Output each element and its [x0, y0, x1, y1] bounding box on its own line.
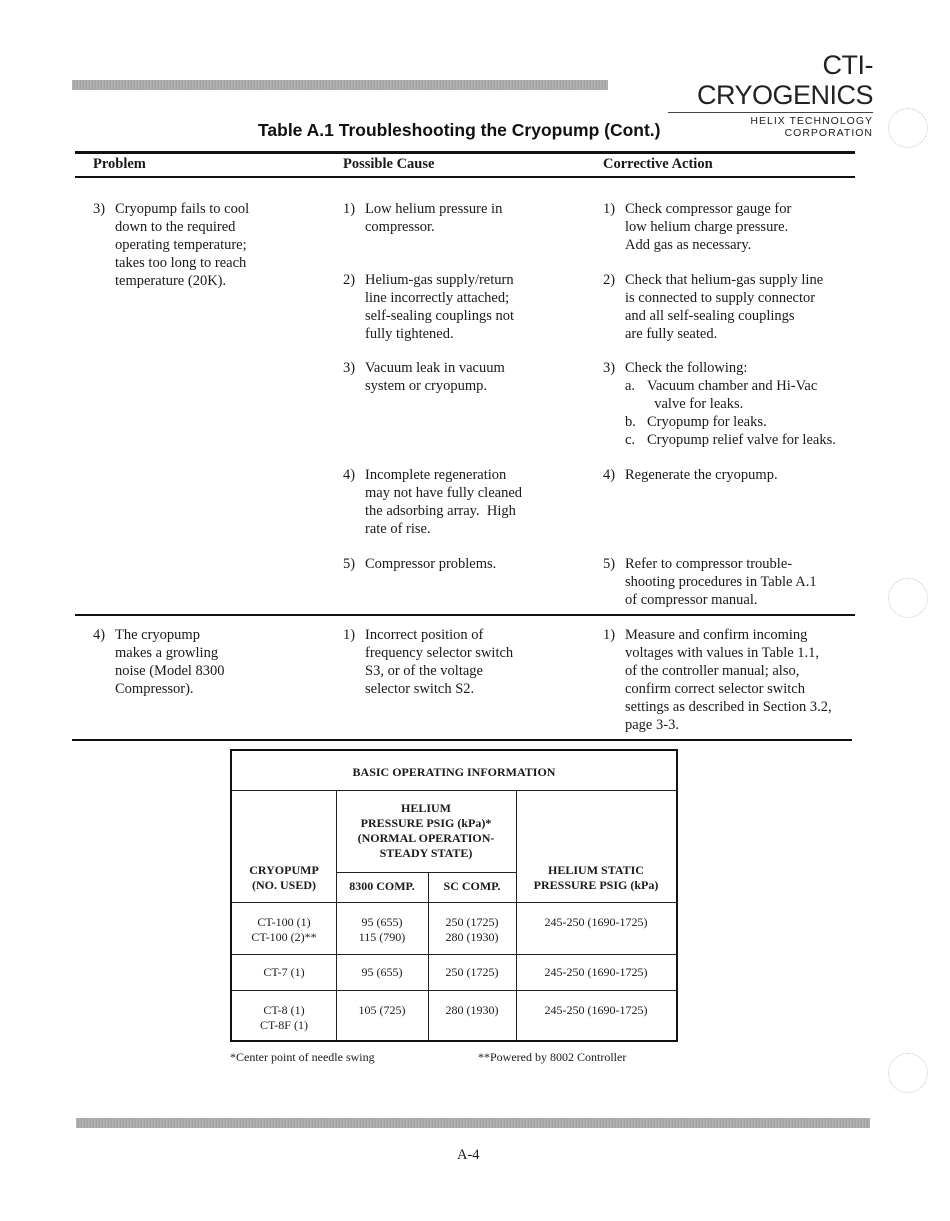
sub-text: Cryopump for leaks. [647, 414, 767, 430]
sub-letter: a. [625, 378, 636, 394]
footnote-center-point: *Center point of needle swing [230, 1050, 375, 1064]
operating-info-table [230, 749, 678, 1042]
op-cell-sc: 250 (1725) 280 (1930) [445, 915, 499, 944]
sub-text: Vacuum chamber and Hi-Vac valve for leaks. [647, 378, 818, 412]
table-bottom-rule [72, 739, 852, 741]
scan-artifact [888, 1053, 928, 1093]
op-line [232, 790, 676, 791]
scan-artifact [888, 578, 928, 618]
problem-text: Cryopump fails to cool down to the required operating temperature; takes too long to reach temperature (20K). [115, 201, 250, 289]
op-line [232, 954, 676, 955]
company-logo [668, 50, 873, 139]
page-number: A-4 [457, 1147, 480, 1163]
table-header-rule [75, 176, 855, 178]
op-head-cryopump: CRYOPUMP (NO. USED) [249, 863, 319, 892]
op-cell-cryopump: CT-8 (1) CT-8F (1) [260, 1003, 308, 1032]
footer-rule-bar [76, 1118, 870, 1128]
action-number: 4) [603, 467, 616, 483]
cause-text: Incomplete regeneration may not have fully cleaned the adsorbing array. High rate of rise. [365, 467, 523, 537]
action-text: Regenerate the cryopump. [625, 467, 778, 483]
action-text: Check compressor gauge for low helium charge pressure. Add gas as necessary. [625, 201, 792, 253]
cause-text: Helium-gas supply/return line incorrectly attached; self-sealing couplings not fully tightened. [365, 272, 515, 342]
op-table-title: BASIC OPERATING INFORMATION [352, 765, 556, 779]
column-header-cause: Possible Cause [343, 156, 435, 172]
scan-artifact [888, 108, 928, 148]
op-line [232, 902, 676, 903]
cause-number: 1) [343, 627, 356, 643]
action-number: 3) [603, 360, 616, 376]
op-head-sc: SC COMP. [443, 879, 501, 893]
header-rule-bar [72, 80, 608, 90]
problem-number: 4) [93, 627, 106, 643]
op-cell-static: 245-250 (1690-1725) [544, 915, 648, 929]
action-number: 5) [603, 556, 616, 572]
op-cell-static: 245-250 (1690-1725) [544, 965, 648, 979]
op-cell-8300: 95 (655) 115 (790) [358, 915, 406, 944]
cause-text: Incorrect position of frequency selector switch S3, or of the voltage selector switch S2. [365, 627, 514, 697]
problem-number: 3) [93, 201, 106, 217]
cause-number: 5) [343, 556, 356, 572]
footnote-powered-by: **Powered by 8002 Controller [478, 1050, 627, 1064]
op-head-static: HELIUM STATIC PRESSURE PSIG (kPa) [533, 863, 659, 892]
op-head-8300: 8300 COMP. [349, 879, 415, 893]
op-cell-sc: 250 (1725) [445, 965, 499, 979]
sub-letter: c. [625, 432, 636, 448]
problem-text: The cryopump makes a growling noise (Model 8300 Compressor). [115, 627, 225, 697]
action-number: 1) [603, 627, 616, 643]
cause-text: Compressor problems. [365, 556, 497, 572]
table-title: Table A.1 Troubleshooting the Cryopump (Cont.) [258, 120, 661, 140]
cause-text: Low helium pressure in compressor. [365, 201, 503, 235]
op-cell-8300: 95 (655) [361, 965, 403, 979]
op-line [232, 990, 676, 991]
row-divider [75, 614, 855, 616]
cause-number: 1) [343, 201, 356, 217]
action-text: Check the following: [625, 360, 748, 376]
cause-number: 2) [343, 272, 356, 288]
brand-name: CTI-CRYOGENICS [696, 50, 873, 110]
brand-divider [668, 112, 873, 113]
action-text: Refer to compressor trouble- shooting procedures in Table A.1 of compressor manual. [625, 556, 817, 608]
action-number: 1) [603, 201, 616, 217]
cause-number: 3) [343, 360, 356, 376]
op-cell-8300: 105 (725) [358, 1003, 406, 1017]
column-header-action: Corrective Action [603, 156, 713, 172]
table-top-rule [75, 151, 855, 154]
op-cell-sc: 280 (1930) [445, 1003, 499, 1017]
action-text: Measure and confirm incoming voltages with values in Table 1.1, of the controller manual; also, confirm correct selector switch settings as described in Section 3.2, page 3-3. [625, 627, 832, 733]
op-head-helium: HELIUM PRESSURE PSIG (kPa)* (NORMAL OPERATION- STEADY STATE) [357, 801, 495, 860]
action-number: 2) [603, 272, 616, 288]
op-cell-static: 245-250 (1690-1725) [544, 1003, 648, 1017]
sub-text: Cryopump relief valve for leaks. [647, 432, 836, 448]
action-text: Check that helium-gas supply line is connected to supply connector and all self-sealing couplings are fully seated. [625, 272, 824, 342]
column-header-problem: Problem [93, 156, 146, 172]
op-cell-cryopump: CT-100 (1) CT-100 (2)** [251, 915, 317, 944]
op-line [336, 872, 516, 873]
brand-subtitle: HELIX TECHNOLOGY CORPORATION [750, 115, 873, 139]
sub-letter: b. [625, 414, 636, 430]
cause-number: 4) [343, 467, 356, 483]
op-cell-cryopump: CT-7 (1) [263, 965, 305, 979]
cause-text: Vacuum leak in vacuum system or cryopump. [365, 360, 505, 394]
